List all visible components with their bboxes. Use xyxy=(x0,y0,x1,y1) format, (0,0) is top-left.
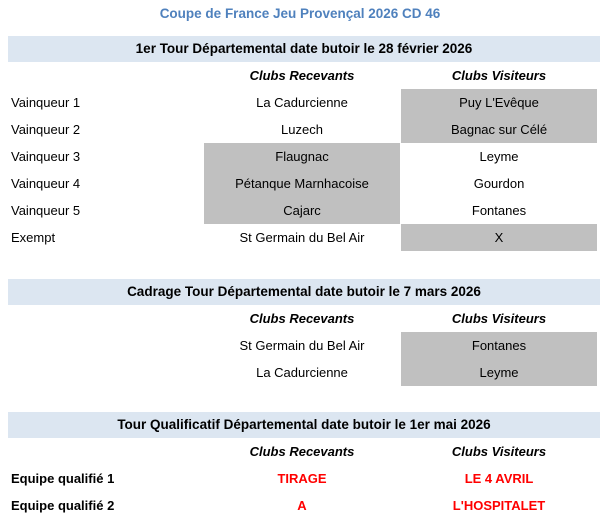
home-club: La Cadurcienne xyxy=(256,365,348,380)
section-cadrage xyxy=(8,279,600,386)
row-label: Equipe qualifié 2 xyxy=(11,498,115,513)
row-label: Vainqueur 5 xyxy=(11,203,81,218)
home-club: Cajarc xyxy=(204,197,400,224)
away-club: Puy L'Evêque xyxy=(401,89,597,116)
row-label: Vainqueur 2 xyxy=(11,122,81,137)
away-club: Fontanes xyxy=(401,332,597,359)
section-header: Cadrage Tour Départemental date butoir le 7 mars 2026 xyxy=(8,279,600,305)
home-club: A xyxy=(297,498,307,513)
away-club: Bagnac sur Célé xyxy=(401,116,597,143)
table-row xyxy=(8,197,600,224)
row-label: Vainqueur 4 xyxy=(11,176,81,191)
away-club: Fontanes xyxy=(471,203,527,218)
table-row xyxy=(8,143,600,170)
table-row xyxy=(8,89,600,116)
home-club: La Cadurcienne xyxy=(256,95,348,110)
home-club: TIRAGE xyxy=(277,471,327,486)
table-row xyxy=(8,224,600,251)
row-label: Exempt xyxy=(11,230,56,245)
page-title: Coupe de France Jeu Provençal 2026 CD 46 xyxy=(159,6,441,21)
table-row xyxy=(8,332,600,359)
section-qualifying xyxy=(8,412,600,519)
away-club: X xyxy=(401,224,597,251)
table-row xyxy=(8,492,600,519)
section-header: 1er Tour Départemental date butoir le 28 février 2026 xyxy=(8,36,600,62)
row-label: Vainqueur 3 xyxy=(11,149,81,164)
home-club: Flaugnac xyxy=(204,143,400,170)
away-club: Leyme xyxy=(479,149,519,164)
section-header: Tour Qualificatif Départemental date butoir le 1er mai 2026 xyxy=(8,412,600,438)
col-header-home: Clubs Recevants xyxy=(249,68,355,83)
table-row xyxy=(8,465,600,492)
col-header-away: Clubs Visiteurs xyxy=(451,444,547,459)
home-club: Pétanque Marnhacoise xyxy=(204,170,400,197)
away-club: L'HOSPITALET xyxy=(452,498,546,513)
home-club: Luzech xyxy=(281,122,323,137)
away-club: Gourdon xyxy=(473,176,525,191)
away-club: Leyme xyxy=(401,359,597,386)
col-header-home: Clubs Recevants xyxy=(249,444,355,459)
home-club: St Germain du Bel Air xyxy=(239,230,365,245)
away-club: LE 4 AVRIL xyxy=(464,471,534,486)
col-header-home: Clubs Recevants xyxy=(249,311,355,326)
section-first-round xyxy=(8,36,600,251)
table-row xyxy=(8,116,600,143)
home-club: St Germain du Bel Air xyxy=(239,338,365,353)
col-header-away: Clubs Visiteurs xyxy=(451,311,547,326)
row-label: Equipe qualifié 1 xyxy=(11,471,115,486)
table-row xyxy=(8,170,600,197)
table-row xyxy=(8,359,600,386)
row-label: Vainqueur 1 xyxy=(11,95,81,110)
col-header-away: Clubs Visiteurs xyxy=(451,68,547,83)
